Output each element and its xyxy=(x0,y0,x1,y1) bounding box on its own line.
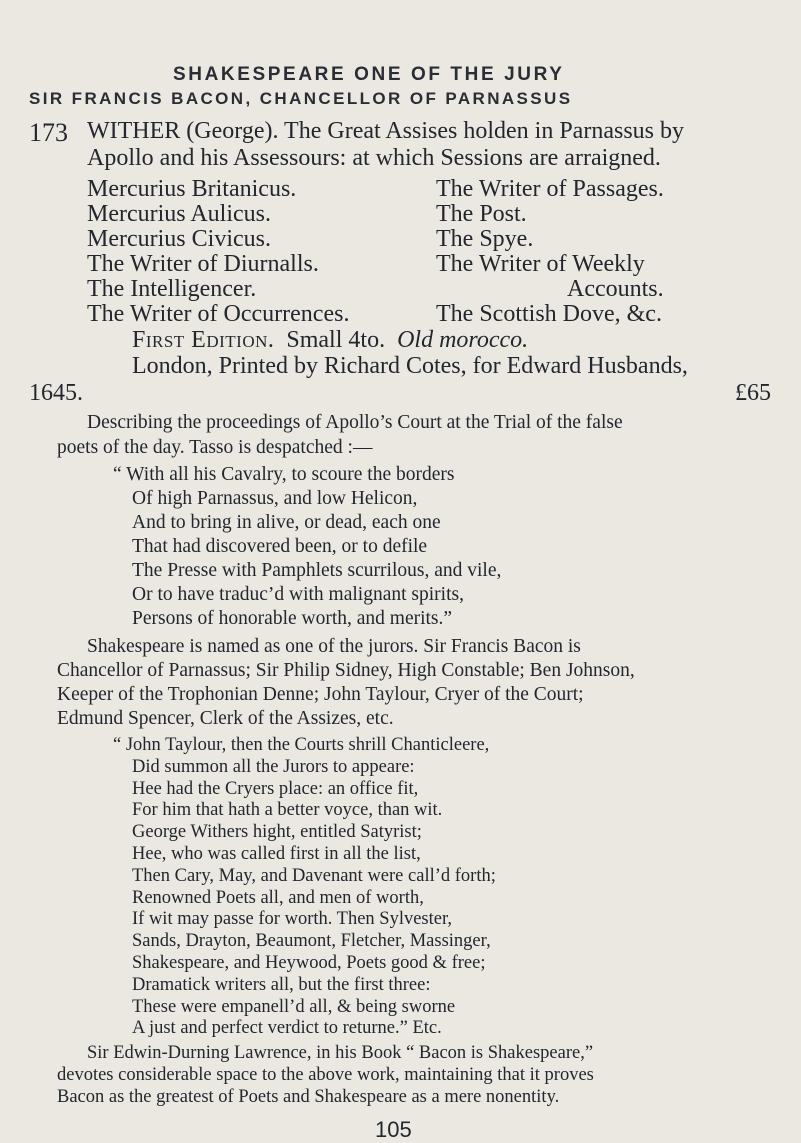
paragraph-line: Bacon as the greatest of Poets and Shakespeare as a mere nonentity. xyxy=(57,1087,560,1108)
verse-line: Sands, Drayton, Beaumont, Fletcher, Massinger, xyxy=(132,931,491,952)
price: £65 xyxy=(735,380,771,406)
verse-line: “ John Taylour, then the Courts shrill Chanticleere, xyxy=(113,735,490,755)
entry-title-line-2: Apollo and his Assessours: at which Sessions are arraigned. xyxy=(87,145,661,171)
paragraph-line: Sir Edwin-Durning Lawrence, in his Book “ Bacon is Shakespeare,” xyxy=(87,1043,594,1064)
binding: Old morocco. xyxy=(397,327,529,353)
list-item: The Intelligencer. xyxy=(87,276,257,302)
list-item: Accounts. xyxy=(567,276,664,302)
paragraph-line: Edmund Spencer, Clerk of the Assizes, etc. xyxy=(57,708,394,729)
list-item: The Post. xyxy=(436,201,527,227)
verse-line: These were empanell’d all, & being sworne xyxy=(132,996,456,1017)
verse-line: George Withers hight, entitled Satyrist; xyxy=(132,822,422,843)
paragraph-line: Describing the proceedings of Apollo’s Court at the Trial of the false xyxy=(87,412,623,433)
list-item: Mercurius Britanicus. xyxy=(87,176,297,202)
list-item: Mercurius Aulicus. xyxy=(87,201,271,227)
paragraph-line: Chancellor of Parnassus; Sir Philip Sidney, High Constable; Ben Johnson, xyxy=(57,660,635,681)
verse-line: Persons of honorable worth, and merits.” xyxy=(132,608,453,629)
verse-line: Then Cary, May, and Davenant were call’d forth; xyxy=(132,865,496,886)
verse-line: Dramatick writers all, but the first three: xyxy=(132,974,431,995)
list-item: The Writer of Weekly xyxy=(436,251,645,277)
verse-line: Shakespeare, and Heywood, Poets good & free; xyxy=(132,953,486,973)
verse-line: “ With all his Cavalry, to scoure the borders xyxy=(113,464,455,485)
verse-line: Hee had the Cryers place: an office fit, xyxy=(132,778,419,799)
list-item: The Spye. xyxy=(436,226,534,252)
page-number: 105 xyxy=(375,1117,412,1143)
verse-line: If wit may passe for worth. Then Sylvester, xyxy=(132,909,453,930)
list-item: The Writer of Occurrences. xyxy=(87,301,350,327)
year: 1645. xyxy=(29,380,83,406)
entry-title-line-1: WITHER (George). The Great Assises holden in Parnassus by xyxy=(87,118,684,144)
imprint: London, Printed by Richard Cotes, for Edward Husbands, xyxy=(132,353,688,379)
verse-line: The Presse with Pamphlets scurrilous, and vile, xyxy=(132,560,502,581)
running-header: SHAKESPEARE ONE OF THE JURY xyxy=(173,64,565,85)
paragraph-line: Keeper of the Trophonian Denne; John Taylour, Cryer of the Court; xyxy=(57,684,584,705)
list-item: The Writer of Passages. xyxy=(436,176,664,202)
list-item: The Writer of Diurnalls. xyxy=(87,251,319,277)
paragraph-line: devotes considerable space to the above work, maintaining that it proves xyxy=(57,1065,594,1086)
verse-line: Of high Parnassus, and low Helicon, xyxy=(132,488,418,509)
list-item: Mercurius Civicus. xyxy=(87,226,271,252)
verse-line: That had discovered been, or to defile xyxy=(132,536,428,557)
verse-line: Hee, who was called first in all the list, xyxy=(132,844,421,864)
verse-line: Renowned Poets all, and men of worth, xyxy=(132,887,424,908)
paragraph-line: Shakespeare is named as one of the jurors. Sir Francis Bacon is xyxy=(87,636,581,657)
edition-format: Small 4to. xyxy=(286,327,386,353)
verse-line: For him that hath a better voyce, than wit. xyxy=(132,800,443,821)
paragraph-line: poets of the day. Tasso is despatched :— xyxy=(57,437,373,458)
edition-line xyxy=(132,327,528,354)
verse-line: Or to have traduc’d with malignant spirits, xyxy=(132,584,464,605)
verse-line: A just and perfect verdict to returne.” Etc. xyxy=(132,1018,442,1039)
lot-number: 173 xyxy=(29,118,68,147)
list-item: The Scottish Dove, &c. xyxy=(436,301,662,327)
running-subheader: SIR FRANCIS BACON, CHANCELLOR OF PARNASSUS xyxy=(29,89,573,108)
verse-line: And to bring in alive, or dead, each one xyxy=(132,512,441,533)
verse-line: Did summon all the Jurors to appeare: xyxy=(132,756,415,777)
edition-label: First Edition. xyxy=(132,327,275,353)
